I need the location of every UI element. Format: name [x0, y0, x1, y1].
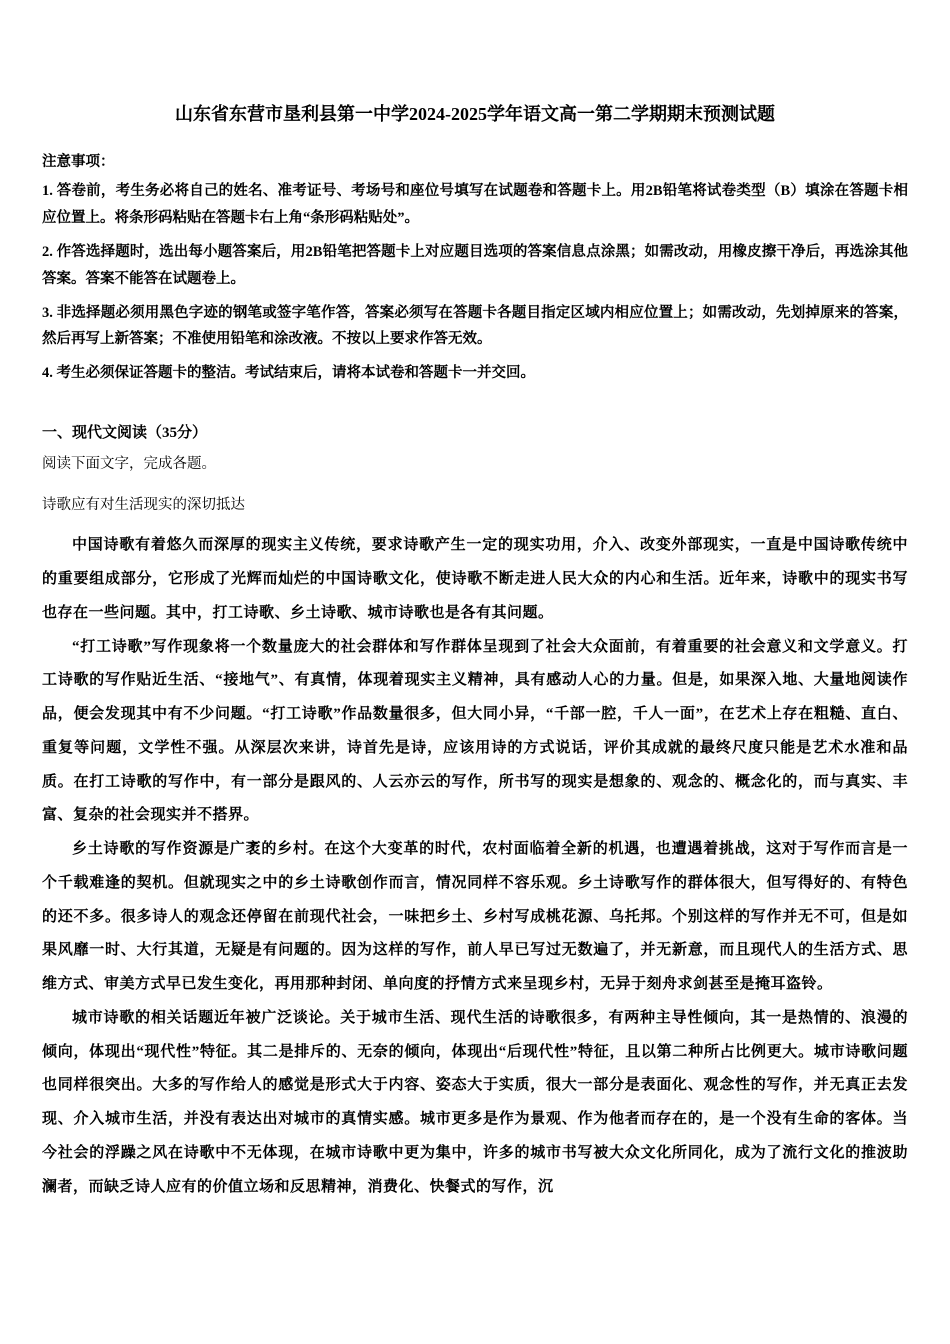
- essay-paragraph-1: 中国诗歌有着悠久而深厚的现实主义传统，要求诗歌产生一定的现实功用，介入、改变外部现实，一直是中国诗歌传统中的重要组成部分，它形成了光辉而灿烂的中国诗歌文化，使诗歌不断走进人民大众的内心和生活。近年来，诗歌中的现实书写也存在一些问题。其中，打工诗歌、乡土诗歌、城市诗歌也是各有其问题。: [42, 537, 908, 621]
- essay-paragraph-2: “打工诗歌”写作现象将一个数量庞大的社会群体和写作群体呈现到了社会大众面前，有着重要的社会意义和文学意义。打工诗歌的写作贴近生活、“接地气”、有真情，体现着现实主义精神，具有感动人心的力量。但是，如果深入地、大量地阅读作品，便会发现其中有不少问题。“打工诗歌”作品数量很多，但大同小异，“千部一腔，千人一面”，在艺术上存在粗糙、直白、重复等问题，文学性不强。从深层次来讲，诗首先是诗，应该用诗的方式说话，评价其成就的最终尺度只能是艺术水准和品质。在打工诗歌的写作中，有一部分是跟风的、人云亦云的写作，所书写的现实是想象的、观念的、概念化的，而与真实、丰富、复杂的社会现实并不搭界。: [42, 638, 908, 824]
- reading-instruction: 阅读下面文字，完成各题。: [42, 456, 216, 473]
- notice-section: [42, 151, 908, 387]
- essay-title: 诗歌应有对生活现实的深切抵达: [42, 497, 245, 514]
- section-heading-modern-reading: 一、现代文阅读（35分）: [42, 425, 208, 442]
- notice-item-4: 4. 考生必须保证答题卡的整洁。考试结束后，请将本试卷和答题卡一并交回。: [42, 365, 535, 382]
- notice-item-1: 1. 答卷前，考生务必将自己的姓名、准考证号、考场号和座位号填写在试题卷和答题卡上。用2B铅笔将试卷类型（B）填涂在答题卡相应位置上。将条形码粘贴在答题卡右上角“条形码粘贴处”。: [42, 183, 908, 227]
- essay-paragraph-4: 城市诗歌的相关话题近年被广泛谈论。关于城市生活、现代生活的诗歌很多，有两种主导性倾向，其一是热情的、浪漫的倾向，体现出“现代性”特征。其二是排斥的、无奈的倾向，体现出“后现代性”特征，且以第二种所占比例更大。城市诗歌问题也同样很突出。大多的写作给人的感觉是形式大于内容、姿态大于实质，很大一部分是表面化、观念性的写作，并无真正去发现、介入城市生活，并没有表达出对城市的真情实感。城市更多是作为景观、作为他者而存在的，是一个没有生命的客体。当今社会的浮躁之风在诗歌中不无体现，在城市诗歌中更为集中，许多的城市书写被大众文化所同化，成为了流行文化的推波助澜者，而缺乏诗人应有的价值立场和反思精神，消费化、快餐式的写作，沉: [42, 1009, 908, 1195]
- essay-paragraph-3: 乡土诗歌的写作资源是广袤的乡村。在这个大变革的时代，农村面临着全新的机遇，也遭遇着挑战，这对于写作而言是一个千载难逢的契机。但就现实之中的乡土诗歌创作而言，情况同样不容乐观。乡土诗歌写作的群体很大，但写得好的、有特色的还不多。很多诗人的观念还停留在前现代社会，一味把乡土、乡村写成桃花源、乌托邦。个别这样的写作并无不可，但是如果风靡一时、大行其道，无疑是有问题的。因为这样的写作，前人早已写过无数遍了，并无新意，而且现代人的生活方式、思维方式、审美方式早已发生变化，再用那种封闭、单向度的抒情方式来呈现乡村，无异于刻舟求剑甚至是掩耳盗铃。: [42, 841, 908, 993]
- essay-body: [42, 494, 908, 1204]
- notice-heading: 注意事项：: [42, 154, 115, 171]
- page-title: 山东省东营市垦利县第一中学2024-2025学年语文高一第二学期期末预测试题: [175, 104, 775, 124]
- notice-item-3: 3. 非选择题必须用黑色字迹的钢笔或签字笔作答，答案必须写在答题卡各题目指定区域内相应位置上；如需改动，先划掉原来的答案，然后再写上新答案；不准使用铅笔和涂改液。不按以上要求作答无效。: [42, 304, 908, 348]
- notice-item-2: 2. 作答选择题时，选出每小题答案后，用2B铅笔把答题卡上对应题目选项的答案信息点涂黑；如需改动，用橡皮擦干净后，再选涂其他答案。答案不能答在试题卷上。: [42, 244, 908, 287]
